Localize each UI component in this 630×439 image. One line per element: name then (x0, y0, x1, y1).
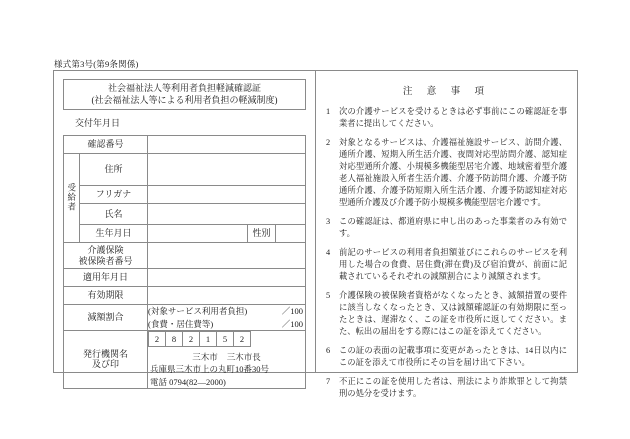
label-insurance-number-line1: 介護保険 (87, 244, 124, 255)
reduction-ratio-service-label: (対象サービス利用者負担) (148, 306, 248, 317)
note-number: 5 (326, 291, 331, 301)
reduction-ratio-living (148, 318, 305, 330)
label-furigana: フリガナ (80, 186, 148, 204)
value-insurance-number[interactable] (148, 243, 306, 269)
note-item (326, 247, 567, 283)
value-name[interactable] (148, 204, 306, 225)
notes-panel (316, 71, 577, 399)
issuer-name-line (148, 351, 305, 363)
note-number: 3 (326, 217, 331, 227)
note-number: 6 (326, 346, 331, 356)
note-item (326, 216, 567, 240)
issuer-city: 三木市 (192, 351, 218, 362)
issue-date-label: 交付年月日 (75, 118, 121, 129)
label-issuer (64, 330, 148, 388)
note-text: 介護保険の被保険者資格がなくなったとき、減額措置の要件に該当しなくなったとき、又は減額確認証の有効期限に至ったときは、遅滞なく、この証を市役所に返してください。また、転出の届出をする際にはこの証を添えてください。 (339, 291, 567, 337)
note-item (326, 345, 567, 369)
note-text: 前記のサービスの利用者負担額並びにこれらのサービスを利用した場合の食費、居住費(滞在費)及び宿泊費が、前面に記載されているそれぞれの減額割合により減額されます。 (339, 248, 567, 282)
note-text: この確認証は、都道府県に申し出のあった事業者のみ有効です。 (339, 217, 567, 239)
reduction-ratio-living-label: (食費・居住費等) (148, 318, 214, 329)
label-confirmation-number: 確認番号 (64, 136, 148, 154)
table-row-name (64, 204, 306, 225)
value-birth-date[interactable] (148, 225, 248, 243)
note-number: 1 (326, 107, 331, 116)
note-item (326, 290, 567, 338)
issuer-code-digit: 5 (216, 331, 234, 347)
label-name: 氏名 (80, 204, 148, 225)
value-application-date[interactable] (148, 269, 306, 287)
table-row-birth-date (64, 225, 306, 243)
certificate-title-line2: (社会福祉法人等による利用者負担の軽減制度) (91, 95, 278, 106)
issuer-mayor: 三木市長 (226, 351, 261, 362)
table-row-issuer (64, 330, 306, 388)
certificate-front-panel (54, 71, 316, 387)
label-address: 住所 (80, 154, 148, 186)
note-text: この証の表面の記載事項に変更があったときは、14日以内にこの証を添えて市役所にその旨を届け出て下さい。 (339, 346, 567, 368)
label-insurance-number (64, 243, 148, 269)
issuer-code-boxes (148, 331, 305, 347)
value-issuer (148, 330, 306, 388)
table-row-address (64, 154, 306, 186)
table-row-reduction-ratio (64, 305, 306, 331)
note-number: 4 (326, 248, 331, 258)
issuer-code-digit: 2 (182, 331, 200, 347)
issuer-address: 兵庫県三木市上の丸町10番30号 (150, 364, 270, 375)
note-item (326, 137, 567, 209)
note-text: 次の介護サービスを受けるときは必ず事前にこの確認証を事業者に提出してください。 (339, 107, 567, 129)
table-row-confirmation-number (64, 136, 306, 154)
certificate-outer-frame (53, 70, 578, 399)
note-text: 対象となるサービスは、介護福祉施設サービス、訪問介護、通所介護、短期入所生活介護、夜間対応型訪問介護、認知症対応型通所介護、小規模多機能型居宅介護、地域密着型介護老人福祉施設入所者生活介護、介護予防訪問介護、介護予防通所介護、介護予防短期入所生活介護、介護予防認知症対応型通所介護及び介護予防小規模多機能型居宅介護です。 (339, 138, 567, 208)
label-issuer-line1: 発行機関名 (83, 348, 129, 359)
note-item (326, 106, 567, 130)
label-recipient-group (64, 154, 80, 243)
issuer-code-digit: 8 (165, 331, 183, 347)
certificate-title-line1: 社会福祉法人等利用者負担軽減確認証 (107, 83, 261, 93)
note-number: 2 (326, 138, 331, 148)
issuer-code-digit: 2 (148, 331, 166, 347)
reduction-ratio-service (148, 305, 305, 317)
value-address[interactable] (148, 154, 306, 186)
value-confirmation-number[interactable] (148, 136, 306, 154)
table-row-application-date (64, 269, 306, 287)
form-number: 様式第3号(第9条関係) (54, 59, 139, 69)
issuer-code-digit: 2 (233, 331, 251, 347)
table-row-furigana (64, 186, 306, 204)
issuer-code-digit: 1 (199, 331, 217, 347)
label-recipient-group-text: 受給者 (66, 183, 77, 212)
table-row-insurance-number (64, 243, 306, 269)
label-application-date: 適用年月日 (64, 269, 148, 287)
reduction-ratio-living-denominator: ／100 (281, 318, 303, 329)
value-furigana[interactable] (148, 186, 306, 204)
value-reduction-ratio[interactable] (148, 305, 306, 331)
label-birth-date: 生年月日 (80, 225, 148, 243)
note-text: 不正にこの証を使用した者は、刑法により詐欺罪として拘禁刑の処分を受けます。 (339, 377, 567, 399)
reduction-ratio-service-denominator: ／100 (281, 306, 303, 317)
label-valid-until: 有効期限 (64, 287, 148, 305)
label-issuer-line2: 及び印 (92, 359, 120, 370)
value-gender[interactable] (275, 225, 305, 243)
label-gender: 性別 (247, 225, 275, 243)
note-item (326, 376, 567, 400)
value-valid-until[interactable] (148, 287, 306, 305)
table-row-valid-until (64, 287, 306, 305)
label-insurance-number-line2: 被保険者番号 (78, 255, 133, 266)
note-number: 7 (326, 377, 331, 387)
certificate-title-box (63, 79, 306, 110)
notes-heading: 注 意 事 項 (402, 87, 491, 97)
label-reduction-ratio: 減額割合 (64, 305, 148, 331)
issuer-telephone: 電話 0794(82—2000) (150, 376, 226, 387)
certificate-data-table (63, 135, 306, 389)
